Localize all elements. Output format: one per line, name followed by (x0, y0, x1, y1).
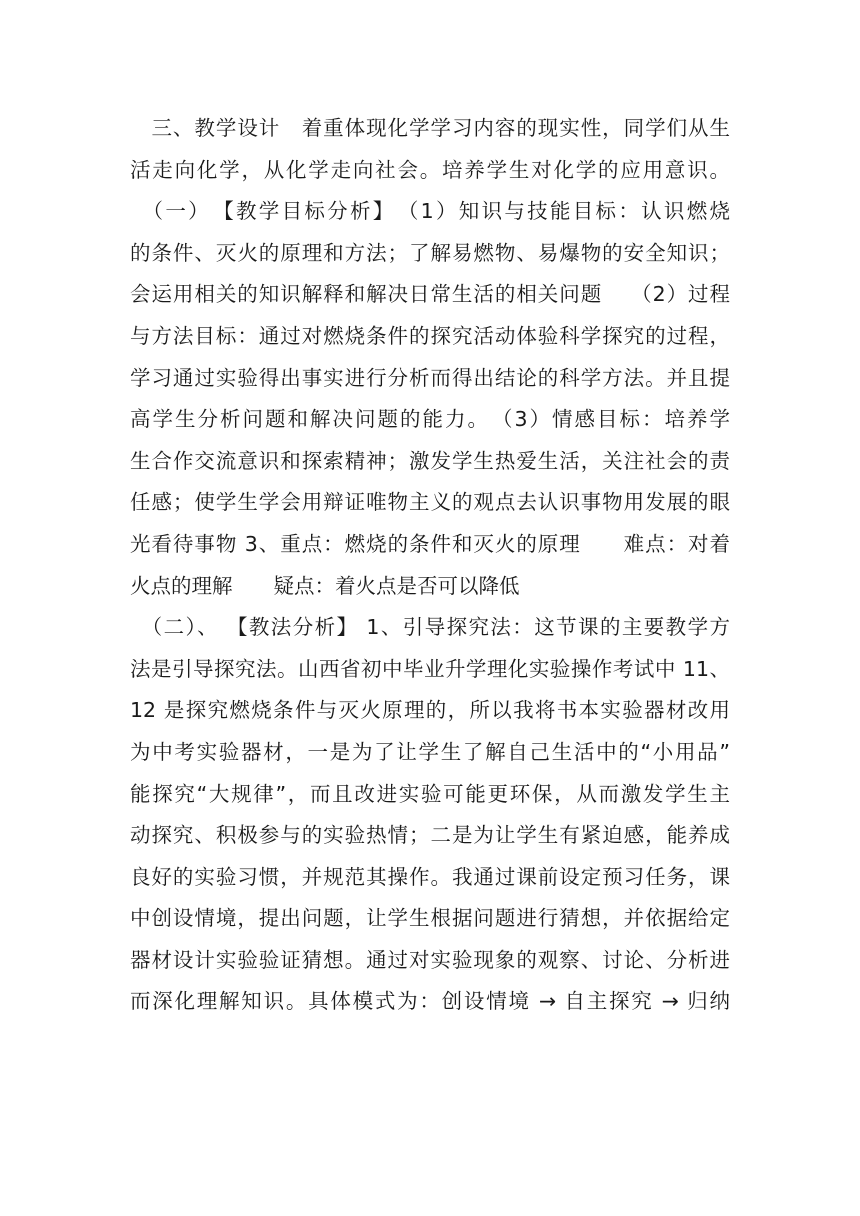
text-line: 中创设情境，提出问题，让学生根据问题进行猜想，并依据给定 (130, 906, 730, 931)
text-line: 活走向化学，从化学走向社会。培养学生对化学的应用意识。 (130, 157, 730, 182)
text-line: （一） 【教学目标分析】 （1）知识与技能目标：认识燃烧 (130, 199, 730, 224)
text-line: 高学生分析问题和解决问题的能力。 （3）情感目标：培养学 (130, 407, 730, 432)
text-line: 火点的理解 疑点：着火点是否可以降低 (130, 573, 520, 598)
text-line: 生合作交流意识和探索精神；激发学生热爱生活，关注社会的责 (130, 448, 730, 473)
text-line: 三、教学设计 着重体现化学学习内容的现实性，同学们从生 (130, 116, 730, 140)
body-text (130, 108, 730, 1023)
text-line: 会运用相关的知识解释和解决日常生活的相关问题 （2）过程 (130, 282, 730, 307)
text-line: 器材设计实验验证猜想。通过对实验现象的观察、讨论、分析进 (130, 947, 730, 972)
text-line: 任感；使学生学会用辩证唯物主义的观点去认识事物用发展的眼 (130, 490, 730, 515)
text-line: 能探究“大规律”，而且改进实验可能更环保，从而激发学生主 (130, 781, 730, 806)
text-line: 法是引导探究法。山西省初中毕业升学理化实验操作考试中 11、 (130, 656, 730, 681)
text-line: 而深化理解知识。具体模式为：创设情境 → 自主探究 → 归纳 (130, 989, 730, 1014)
text-line: 12 是探究燃烧条件与灭火原理的，所以我将书本实验器材改用 (130, 698, 730, 723)
text-line: （二）、 【教法分析】 1、引导探究法：这节课的主要教学方 (130, 615, 730, 640)
text-line: 动探究、积极参与的实验热情；二是为让学生有紧迫感，能养成 (130, 823, 730, 848)
text-line: 与方法目标：通过对燃烧条件的探究活动体验科学探究的过程， (130, 323, 730, 348)
text-line: 光看待事物 3、重点：燃烧的条件和灭火的原理 难点：对着 (130, 531, 730, 556)
text-line: 良好的实验习惯，并规范其操作。我通过课前设定预习任务，课 (130, 864, 730, 889)
text-line: 的条件、灭火的原理和方法；了解易燃物、易爆物的安全知识； (130, 240, 730, 265)
text-line: 为中考实验器材，一是为了让学生了解自己生活中的“小用品” (130, 739, 730, 764)
text-line: 学习通过实验得出事实进行分析而得出结论的科学方法。并且提 (130, 365, 730, 390)
